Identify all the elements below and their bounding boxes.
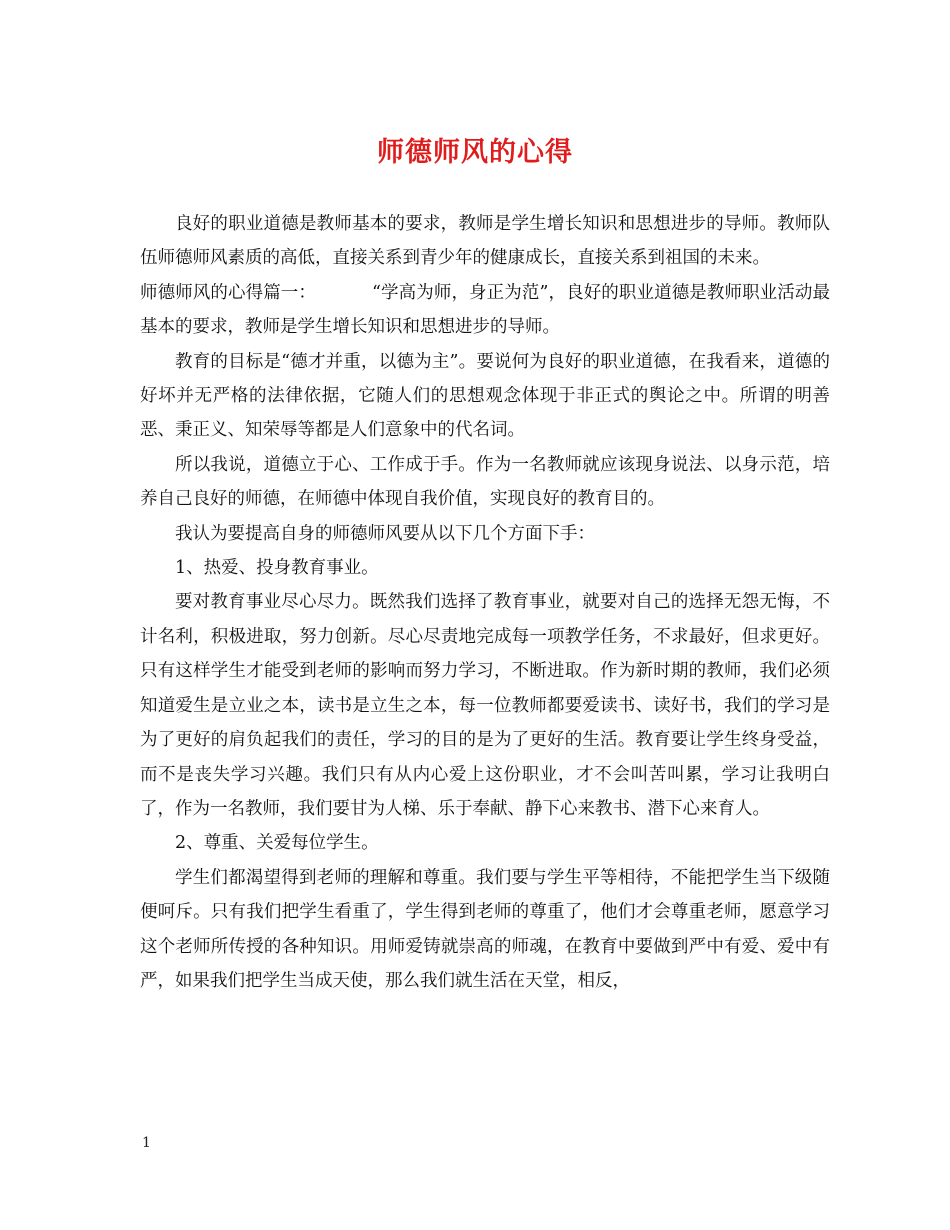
section-one-text: “学高为师，身正为范”，良好的职业道德是教师职业活动最基本的要求，教师是学生增长知识和思想进步的导师。 xyxy=(140,282,830,338)
paragraph-aspects-intro: 我认为要提高自身的师德师风要从以下几个方面下手： xyxy=(175,523,595,544)
paragraph-point-two: 学生们都渴望得到老师的理解和尊重。我们要与学生平等相待，不能把学生当下级随便呵斥。只有我们把学生看重了，学生得到老师的尊重了，他们才会尊重老师，愿意学习这个老师所传授的各种知识。用师爱铸就崇高的师魂，在教育中要做到严中有爱、爱中有严，如果我们把学生当成天使，那么我们就生活在天堂，相反， xyxy=(140,867,830,991)
paragraph-section-one xyxy=(140,276,830,345)
paragraph-morality: 所以我说，道德立于心、工作成于手。作为一名教师就应该现身说法、以身示范，培养自己良好的师德，在师德中体现自我价值，实现良好的教育目的。 xyxy=(140,454,830,510)
section-label: 师德师风的心得篇一： xyxy=(140,282,316,303)
paragraph-education-goal: 教育的目标是“德才并重，以德为主”。要说何为良好的职业道德，在我看来，道德的好坏并无严格的法律依据，它随人们的思想观念体现于非正式的舆论之中。所谓的明善恶、秉正义、知荣辱等都是人们意象中的代名词。 xyxy=(140,351,830,441)
page-number: 1 xyxy=(142,1135,151,1151)
document-title: 师德师风的心得 xyxy=(377,137,573,168)
heading-point-one: 1、热爱、投身教育事业。 xyxy=(175,558,379,579)
paragraph-point-one: 要对教育事业尽心尽力。既然我们选择了教育事业，就要对自己的选择无怨无悔，不计名利，积极进取，努力创新。尽心尽责地完成每一项教学任务，不求最好，但求更好。只有这样学生才能受到老师的影响而努力学习，不断进取。作为新时期的教师，我们必须知道爱生是立业之本，读书是立生之本，每一位教师都要爱读书、读好书，我们的学习是为了更好的肩负起我们的责任，学习的目的是为了更好的生活。教育要让学生终身受益，而不是丧失学习兴趣。我们只有从内心爱上这份职业，才不会叫苦叫累，学习让我明白了，作为一名教师，我们要甘为人梯、乐于奉献、静下心来教书、潜下心来育人。 xyxy=(140,592,830,819)
heading-point-two: 2、尊重、关爱每位学生。 xyxy=(175,833,379,854)
document-body xyxy=(140,207,830,998)
paragraph-intro: 良好的职业道德是教师基本的要求，教师是学生增长知识和思想进步的导师。教师队伍师德师风素质的高低，直接关系到青少年的健康成长，直接关系到祖国的未来。 xyxy=(140,214,830,269)
